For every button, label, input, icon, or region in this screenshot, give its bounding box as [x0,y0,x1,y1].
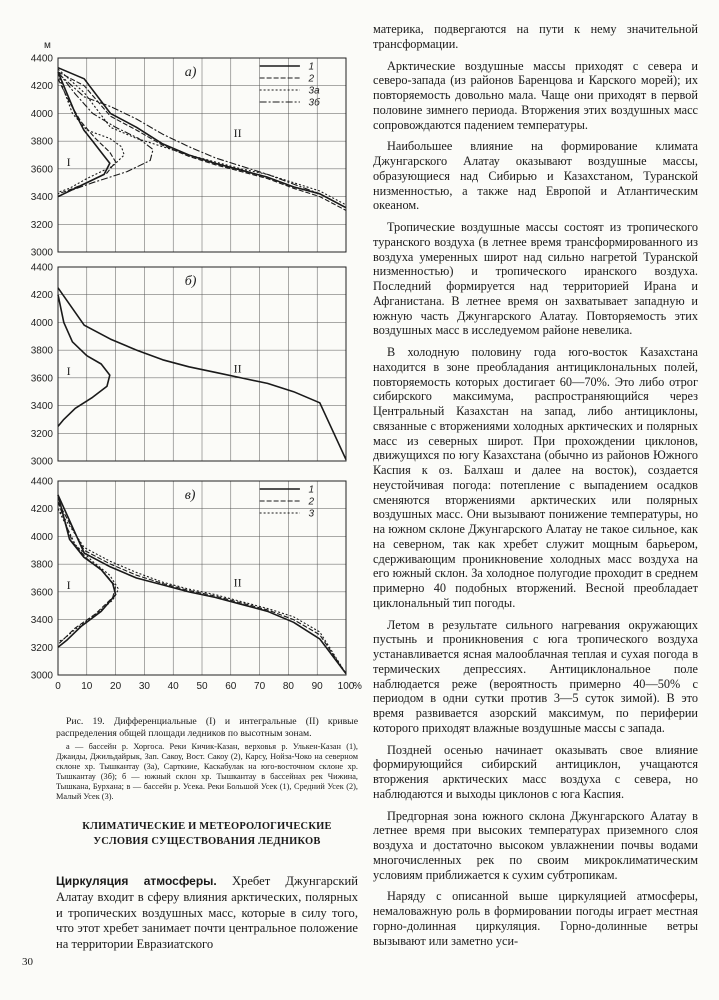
y-tick-label: 3600 [30,164,53,176]
y-tick-label: 3000 [30,456,53,468]
y-tick-label: 3800 [30,559,53,571]
legend-entry: 3а [308,85,320,97]
legend-entry: 3б [308,97,320,109]
legend-entry: 2 [308,496,315,508]
y-tick-label: 3200 [30,428,53,440]
y-tick-label: 4000 [30,317,53,329]
paragraph: материка, подвергаются на пути к нему значительной трансформации. [373,22,698,51]
y-tick-label: 4200 [30,504,53,516]
legend-entry: 1 [308,484,315,496]
paragraph: Арктические воздушные массы приходят с севера и северо-запада (из районов Баренцова и Карского морей); их повторяемость довольно мала. Чаще они приходят в первой половине зимнего периода. Вторжения этих воздушных масс сопровождаются падением температуры. [373,58,698,132]
x-unit-label: % [353,681,362,692]
right-column-text [373,22,698,955]
y-tick-label: 4400 [30,53,53,65]
differential-curve [58,295,110,427]
page-number: 30 [22,956,33,968]
y-tick-label: 3400 [30,192,53,204]
x-tick-label: 30 [138,681,150,692]
section-title: КЛИМАТИЧЕСКИЕ И МЕТЕОРОЛОГИЧЕСКИЕ УСЛОВИЯ СУЩЕСТВОВАНИЯ ЛЕДНИКОВ [82,821,332,847]
chart-panel [31,477,346,682]
y-tick-label: 3000 [30,247,53,259]
zone-label-integral: II [233,575,242,590]
y-tick-label: 3800 [30,345,53,357]
chart-panel [31,263,346,468]
figure-caption: Рис. 19. Дифференциальные (I) и интегральные (II) кривые распределения общей площади ледников по высотным зонам. [56,716,358,739]
x-tick-label: 10 [81,681,93,692]
panel-label: в) [184,488,196,503]
left-column-text [56,874,358,953]
paragraph: Поздней осенью начинает оказывать свое влияние формирующийся сибирский антициклон, учащаются вторжения арктических масс воздуха с севера, но наблюдаются и выходы циклонов с юга Каспия. [373,742,698,801]
paragraph: Предгорная зона южного склона Джунгарского Алатау в летнее время при высоких температурах приземного слоя воздуха и достаточно высоком увлажнении почвы водами многочисленных рек по своим микроклиматическим условиям приближается к сухим субтропикам. [373,808,698,882]
y-tick-label: 3400 [30,615,53,627]
zone-label-integral: II [233,125,242,140]
chart-panel [31,54,346,259]
y-unit-label: м [44,40,51,51]
paragraph-heading: Циркуляция атмосферы. [56,874,217,888]
paragraph: Тропические воздушные массы состоят из тропического туранского воздуха (в летнее время трансформированного из воздуха умеренных широт над сильно нагретой Туранской низменностью) и тропического иранского воздуха. Последний формируется над территорией Ирана и Афганистана. В летнее время он захватывает западную и южную часть Джунгарского Алатау. Повторяемость этих воздушных масс в исследуемом районе невелика. [373,220,698,338]
legend-entry: 2 [308,73,315,85]
x-tick-label: 90 [311,681,323,692]
zone-label-differential: I [66,155,71,170]
figure-caption-details: а — бассейн р. Хоргоса. Реки Кичик-Казан, верховья р. Улькен-Казан (1), Джаиды, Джильдайрык, Зап. Сакоу, Вост. Сакоу (2), Карсу, Нойза-Чоко на северном склоне хр. Тышкантау (3а), Сарткиие, Каскабулак на юго-восточном склоне хр. Тышкантау (3б); б — южный склон хр. Тышкантау в бассейнах рек Чижина, Тышкана, Бурхана; в — бассейн р. Усека. Реки Большой Усек (1), Средний Усек (2), Малый Усек (3). [56,742,358,801]
paragraph: Летом в результате сильного нагревания окружающих пустынь и проникновения с юга тропического воздуха устанавливается ясная малооблачная теплая и сухая погода в термических депрессиях. Антициклональное поле наблюдается реже (вероятность примерно 40—50% с периодом в одни сутки против 3—5 суток зимой). В это время развивается азорский максимум, по периферии которого приходят влажные воздушные массы с запада. [373,617,698,735]
x-tick-label: 80 [282,681,294,692]
zone-label-differential: I [66,364,71,379]
legend [260,485,315,520]
y-tick-label: 3600 [30,587,53,599]
x-tick-label: 0 [55,681,61,692]
differential-curve [58,72,110,197]
panel-label: б) [184,274,197,289]
y-tick-label: 3800 [30,136,53,148]
y-tick-label: 3000 [30,670,53,682]
y-tick-label: 3400 [30,401,53,413]
zone-label-integral: II [233,361,242,376]
paragraph: Наряду с описанной выше циркуляцией атмосферы, немаловажную роль в формировании погоды играет местная горно-долинная циркуляция. Горно-долинные ветры вызывают или заметно уси- [373,889,698,948]
paragraph: Наибольшее влияние на формирование климата Джунгарского Алатау оказывают воздушные массы, образующиеся над Сибирью и Казахстаном, Туранской низменностью, а также над Европой и Атлантическим океаном. [373,139,698,213]
legend-entry: 3 [308,508,315,520]
y-tick-label: 3200 [30,219,53,231]
zone-label-differential: I [66,578,71,593]
y-tick-label: 4200 [30,81,53,93]
x-tick-label: 100 [337,681,355,692]
y-tick-label: 4400 [30,476,53,488]
x-tick-label: 70 [254,681,266,692]
y-tick-label: 4200 [30,290,53,302]
paragraph-body: Хребет Джунгарский Алатау входит в сферу влияния арктических, полярных и тропических воздушных масс, которые в силу того, что этот хребет занимает почти центральное положение на территории Евразиатского [56,874,358,952]
glacier-area-distribution-chart [20,34,362,718]
paragraph: В холодную половину года юго-восток Казахстана находится в зоне преобладания антициклональных полей, повторяемость которых достигает 60—70%. Это либо отрог сибирского максимума, распространяющийся через Центральный Казахстан на запад, либо антициклоны, связанные с вторжениями холодных арктических и полярных масс из северных широт. При прохождении циклонов, движущихся по югу Казахстана (обычно из районов Южного Каспия к оз. Балхаш и далее на восток), создается неустойчивая погода: потепление с выпадением осадков сменяются вторжениями арктических или полярных воздушных масс. Они вызывают понижение температуры, но на южном склоне Джунгарского Алатау не такое сильное, как на северном, так как хребет служит мощным барьером, сдерживающим проникновение холодных масс воздуха на его южный склон. За холодное полугодие проходит в среднем примерно 40 подобных вторжений. Весной преобладает циклональный тип погоды. [373,345,698,610]
y-tick-label: 4000 [30,531,53,543]
legend [260,62,321,109]
legend-entry: 1 [308,61,315,73]
y-tick-label: 3200 [30,642,53,654]
x-tick-label: 20 [110,681,122,692]
y-tick-label: 4400 [30,262,53,274]
x-tick-label: 40 [167,681,179,692]
y-tick-label: 4000 [30,108,53,120]
panel-label: а) [184,65,197,80]
x-tick-label: 60 [225,681,237,692]
differential-curve [58,72,153,197]
x-tick-label: 50 [196,681,208,692]
y-tick-label: 3600 [30,373,53,385]
